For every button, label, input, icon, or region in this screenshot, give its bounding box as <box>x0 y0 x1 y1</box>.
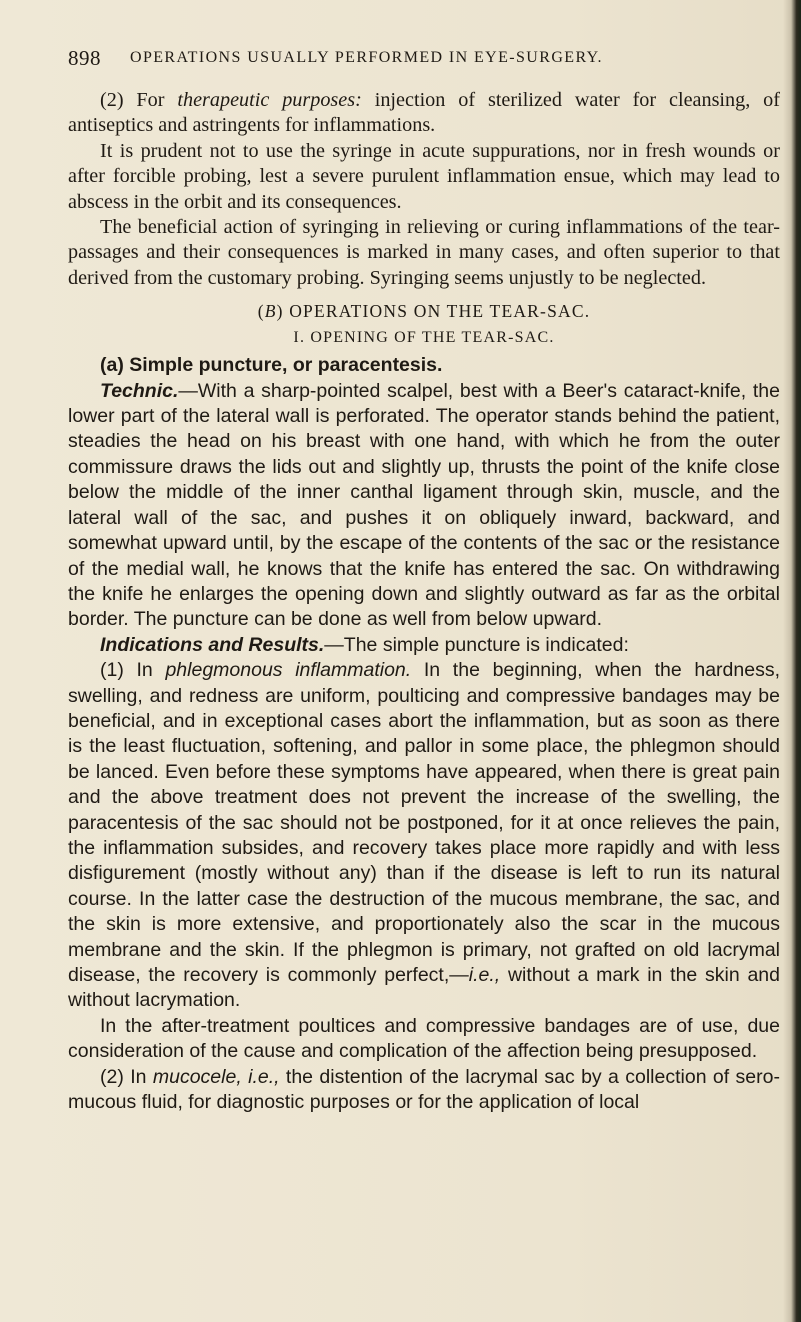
item2-text: the distention of the lacrymal sac by a collection of sero-mucous fluid, for diagnostic purposes or for the application of local <box>68 1065 780 1114</box>
item1-italic: phlegmonous inflammation. <box>165 659 412 682</box>
section-heading <box>68 299 780 323</box>
page-edge-shadow <box>783 0 801 1322</box>
technic-text: —With a sharp-pointed scalpel, best with a Beer's cataract-knife, the lower part of the lateral wall is perforated. The operator stands behind the patient, steadies the head on his breast with one hand, with which he from the outer commissure draws the lids out and slightly up, thrusts the point of the knife close below the middle of the inner canthal ligament through skin, muscle, and the lateral wall of the sac, and pushes it on obliquely inward, backward, and somewhat upward until, by the escape of the contents of the sac or the resistance of the medial wall, he knows that the knife has entered the sac. On withdrawing the knife he enlarges the opening down and slightly outward as far as the orbital border. The puncture can be done as well from below upward. <box>68 379 780 631</box>
p1-italic: therapeutic purposes: <box>177 89 362 111</box>
item1-lead: (1) In <box>100 659 166 682</box>
technic-label: Technic. <box>100 379 179 402</box>
item1-ie: i.e., <box>468 964 501 986</box>
paragraph-mucocele <box>68 1065 780 1116</box>
paragraph-prudence: It is prudent not to use the syringe in acute suppurations, nor in fresh wounds or after forcible probing, lest a severe purulent inflammation ensue, which may lead to abscess in the orbit and its consequences. <box>68 139 780 213</box>
paragraph-technic <box>68 379 780 633</box>
item2-lead: (2) In <box>100 1065 153 1088</box>
item-a-heading: (a) Simple puncture, or paracentesis. <box>100 354 443 377</box>
indications-text: —The simple puncture is indicated: <box>324 633 629 656</box>
paragraph-phlegmonous <box>68 658 780 1014</box>
section-head-letter: B <box>264 301 277 322</box>
p1-lead: (2) For <box>100 89 178 111</box>
section-head-rest: ) OPERATIONS ON THE TEAR-SAC. <box>276 301 591 322</box>
paragraph-therapeutic-purposes <box>68 88 780 139</box>
item1-text-end: without a mark in the skin and without lacrymation. <box>68 964 780 1012</box>
item2-italic: mucocele, i.e., <box>152 1065 280 1088</box>
section-head-prefix: ( <box>257 301 265 322</box>
page-body <box>68 88 780 1115</box>
page-number: 898 <box>68 46 101 70</box>
section-subheading: I. OPENING OF THE TEAR-SAC. <box>293 329 555 347</box>
item1-text: In the beginning, when the hardness, swelling, and redness are uniform, poulticing and compressive bandages may be beneficial, and in exceptional cases abort the inflammation, but as soon as there is the least fluctuation, softening, and pallor in some place, the phlegmon should be lanced. Even before these symptoms have appeared, when there is great pain and the above treatment does not prevent the increase of the swelling, the paracentesis of the sac should not be postponed, for it at once relieves the pain, the inflammation subsides, and recovery takes place more rapidly and with less disfigurement (mostly without any) than if the disease is left to run its natural course. In the latter case the destruction of the mucous membrane, the sac, and the skin is more extensive, and proportionately also the scar in the mucous membrane and the skin. If the phlegmon is primary, not grafted on old lacrymal disease, the recovery is commonly perfect,— <box>68 659 780 986</box>
p1-rest: injection of sterilized water for cleansing, of antiseptics and astringents for inflammations. <box>68 89 780 137</box>
page-header <box>68 46 768 74</box>
paragraph-syringing-benefit: The beneficial action of syringing in relieving or curing inflammations of the tear-passages and their consequences is marked in many cases, and often superior to that derived from the customary probing. Syringing seems unjustly to be neglected. <box>68 216 780 289</box>
paragraph-after-treatment: In the after-treatment poultices and compressive bandages are of use, due consideration of the cause and complication of the affection being presupposed. <box>68 1014 780 1063</box>
indications-label: Indications and Results. <box>100 633 325 656</box>
paragraph-indications <box>68 633 780 658</box>
running-head: OPERATIONS USUALLY PERFORMED IN EYE-SURGERY. <box>130 49 603 66</box>
